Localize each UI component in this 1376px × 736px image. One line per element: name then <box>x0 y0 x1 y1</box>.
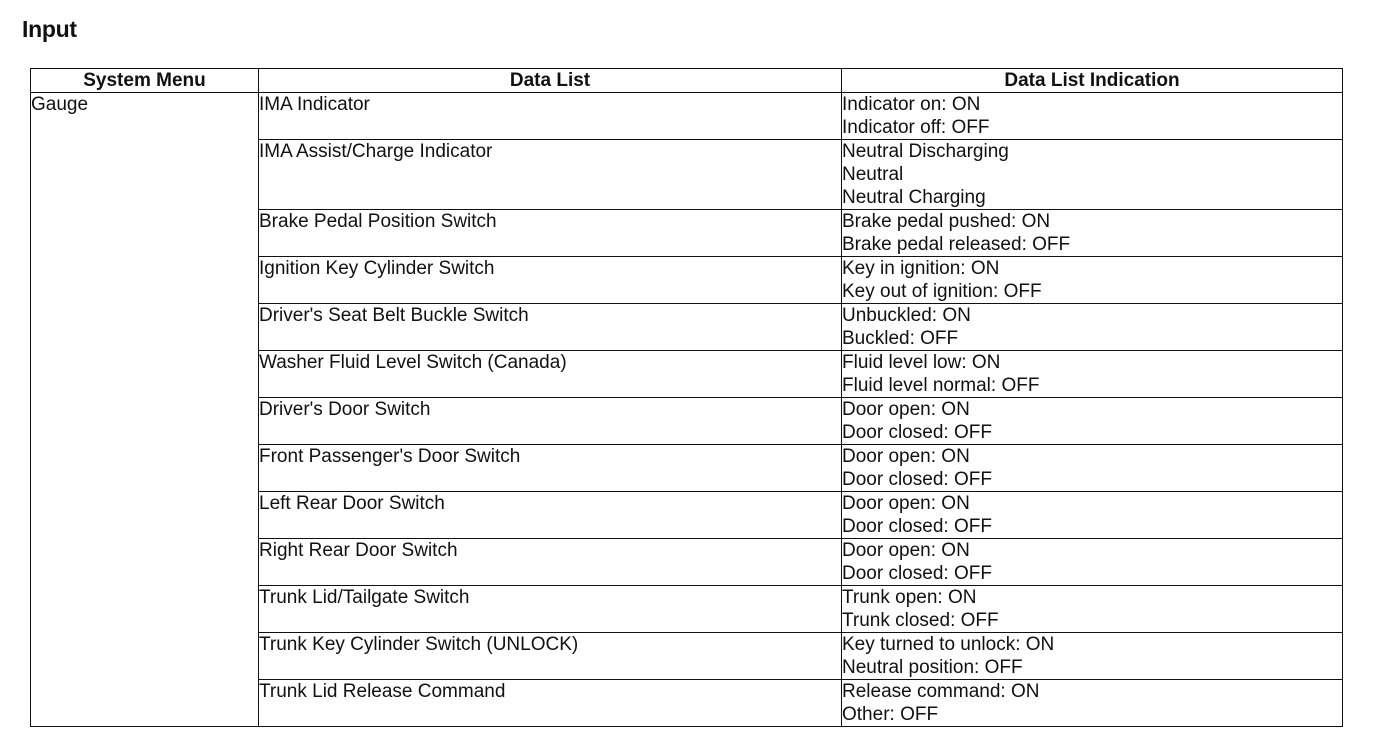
indication-line: Door closed: OFF <box>842 469 992 490</box>
page-title: Input <box>22 16 77 42</box>
indication-line: Brake pedal pushed: ON <box>842 211 1051 232</box>
data-list-item: Trunk Lid/Tailgate Switch <box>259 587 470 608</box>
data-list-table <box>30 68 1343 727</box>
system-menu-cell: Gauge <box>31 93 259 727</box>
indication-cell <box>842 257 1343 304</box>
data-list-cell <box>259 445 842 492</box>
indication-cell <box>842 210 1343 257</box>
indication-line: Door open: ON <box>842 540 970 561</box>
indication-line: Other: OFF <box>842 704 939 725</box>
indication-cell <box>842 398 1343 445</box>
indication-line: Fluid level low: ON <box>842 352 1001 373</box>
indication-line: Key out of ignition: OFF <box>842 281 1042 302</box>
indication-cell <box>842 140 1343 210</box>
indication-line: Trunk open: ON <box>842 587 977 608</box>
data-list-cell <box>259 140 842 210</box>
indication-line: Neutral Charging <box>842 187 986 208</box>
indication-line: Door open: ON <box>842 493 970 514</box>
indication-line: Indicator on: ON <box>842 94 981 115</box>
data-list-cell <box>259 633 842 680</box>
indication-line: Door open: ON <box>842 399 970 420</box>
data-list-item: IMA Assist/Charge Indicator <box>259 141 493 162</box>
data-list-item: Brake Pedal Position Switch <box>259 211 497 232</box>
data-list-item: IMA Indicator <box>259 94 370 115</box>
data-list-cell <box>259 304 842 351</box>
data-list-item: Driver's Seat Belt Buckle Switch <box>259 305 529 326</box>
data-list-item: Ignition Key Cylinder Switch <box>259 258 495 279</box>
indication-line: Fluid level normal: OFF <box>842 375 1040 396</box>
indication-cell <box>842 445 1343 492</box>
table-row <box>31 93 1343 140</box>
indication-cell <box>842 492 1343 539</box>
indication-line: Indicator off: OFF <box>842 117 990 138</box>
indication-line: Key turned to unlock: ON <box>842 634 1055 655</box>
indication-cell <box>842 93 1343 140</box>
data-list-cell <box>259 351 842 398</box>
indication-cell <box>842 680 1343 727</box>
indication-line: Release command: ON <box>842 681 1040 702</box>
indication-cell <box>842 351 1343 398</box>
data-list-item: Front Passenger's Door Switch <box>259 446 521 467</box>
data-list-cell <box>259 257 842 304</box>
indication-line: Door open: ON <box>842 446 970 467</box>
data-list-cell <box>259 93 842 140</box>
indication-cell <box>842 633 1343 680</box>
indication-line: Neutral Discharging <box>842 141 1009 162</box>
header-row <box>31 69 1343 93</box>
indication-cell <box>842 304 1343 351</box>
indication-line: Door closed: OFF <box>842 563 992 584</box>
indication-line: Buckled: OFF <box>842 328 959 349</box>
indication-line: Door closed: OFF <box>842 516 992 537</box>
indication-line: Key in ignition: ON <box>842 258 1000 279</box>
indication-line: Trunk closed: OFF <box>842 610 999 631</box>
indication-cell <box>842 586 1343 633</box>
data-list-cell <box>259 539 842 586</box>
indication-line: Brake pedal released: OFF <box>842 234 1071 255</box>
column-header-system-menu: System Menu <box>31 69 259 93</box>
column-header-indication: Data List Indication <box>842 69 1343 93</box>
data-list-cell <box>259 210 842 257</box>
data-list-item: Trunk Lid Release Command <box>259 681 506 702</box>
data-list-item: Driver's Door Switch <box>259 399 431 420</box>
indication-line: Neutral position: OFF <box>842 657 1023 678</box>
data-list-item: Left Rear Door Switch <box>259 493 445 514</box>
data-list-item: Washer Fluid Level Switch (Canada) <box>259 352 567 373</box>
data-list-item: Right Rear Door Switch <box>259 540 458 561</box>
indication-line: Door closed: OFF <box>842 422 992 443</box>
data-list-cell <box>259 586 842 633</box>
indication-line: Neutral <box>842 164 904 185</box>
indication-line: Unbuckled: ON <box>842 305 971 326</box>
indication-cell <box>842 539 1343 586</box>
data-list-cell <box>259 680 842 727</box>
data-list-cell <box>259 398 842 445</box>
table-body <box>31 93 1343 727</box>
column-header-data-list: Data List <box>259 69 842 93</box>
data-list-item: Trunk Key Cylinder Switch (UNLOCK) <box>259 634 579 655</box>
data-list-cell <box>259 492 842 539</box>
